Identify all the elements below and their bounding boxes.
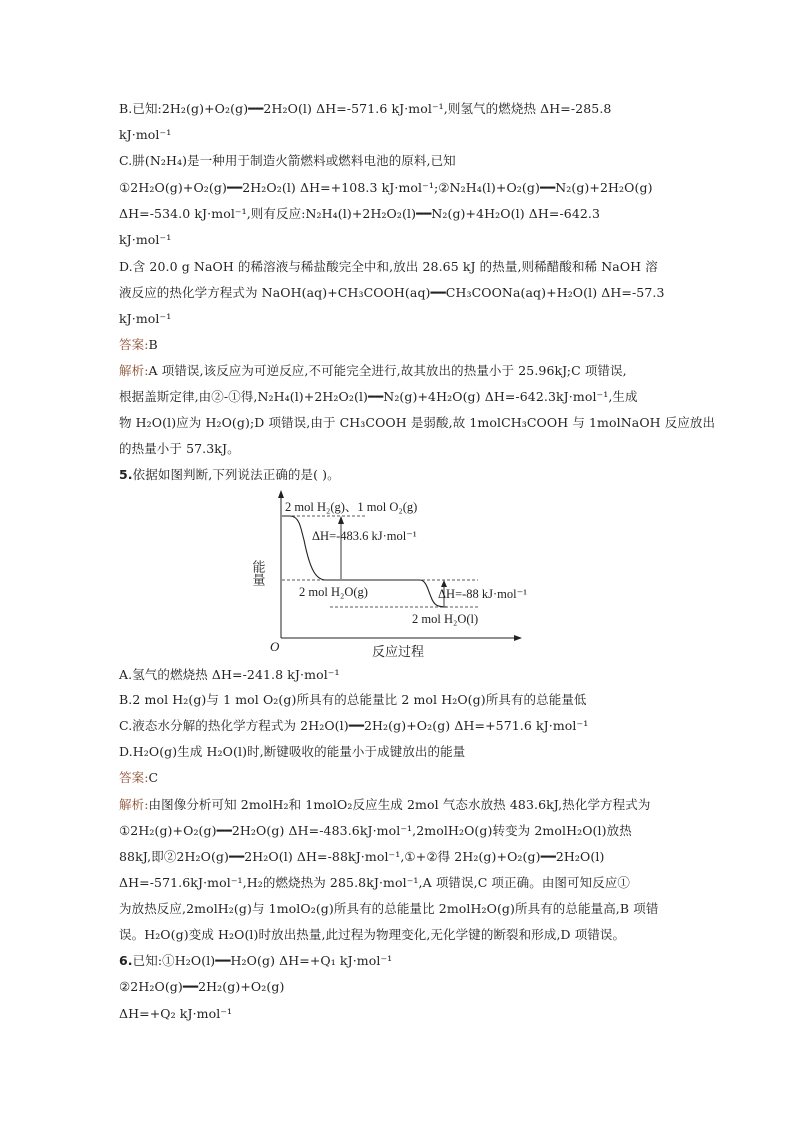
y-axis-label: 能量 [250, 560, 266, 586]
question-text: 依据如图判断,下列说法正确的是( )。 [132, 467, 340, 482]
question-number: 5. [119, 467, 133, 482]
option-d-line3: kJ·mol⁻¹ [119, 311, 172, 326]
dh2-label: ΔH=-88 kJ·mol⁻¹ [438, 587, 527, 601]
energy-curve [282, 516, 447, 607]
answer-label: 答案: [119, 770, 149, 785]
option-b: B.2 mol H₂(g)与 1 mol O₂(g)所具有的总能量比 2 mol H₂O(g)所具有的总能量低 [119, 692, 587, 707]
analysis-label: 解析: [119, 797, 149, 812]
option-c-line1: C.肼(N₂H₄)是一种用于制造火箭燃料或燃料电池的原料,已知 [119, 153, 456, 168]
option-c-line2: ①2H₂O(g)+O₂(g)━━2H₂O₂(l) ΔH=+108.3 kJ·mol⁻¹;②N₂H₄(l)+O₂(g)━━N₂(g)+2H₂O(g) [119, 180, 653, 195]
option-c-line4: kJ·mol⁻¹ [119, 232, 172, 247]
answer-label: 答案: [119, 337, 149, 352]
option-d: D.H₂O(g)生成 H₂O(l)时,断键吸收的能量小于成键放出的能量 [119, 744, 466, 759]
question-5-stem [119, 467, 340, 483]
option-d-line2: 液反应的热化学方程式为 NaOH(aq)+CH₃COOH(aq)━━CH₃COONa(aq)+H₂O(l) ΔH=-57.3 [119, 285, 665, 300]
analysis-line1 [119, 797, 650, 813]
dh1-arrow-head [338, 516, 344, 524]
x-axis-arrow [514, 635, 522, 641]
question-number: 6. [119, 953, 133, 968]
analysis-line3: 物 H₂O(l)应为 H₂O(g);D 项错误,由于 CH₃COOH 是弱酸,故 1molCH₃COOH 与 1molNaOH 反应放出 [119, 415, 716, 430]
option-c-line3: ΔH=-534.0 kJ·mol⁻¹,则有反应:N₂H₄(l)+2H₂O₂(l)━━N₂(g)+4H₂O(l) ΔH=-642.3 [119, 206, 601, 221]
answer-5 [119, 770, 158, 786]
dh1-label: ΔH=-483.6 kJ·mol⁻¹ [312, 529, 417, 543]
analysis-line4: ΔH=-571.6kJ·mol⁻¹,H₂的燃烧热为 285.8kJ·mol⁻¹,A 项错误,C 项正确。由图可知反应① [119, 875, 631, 890]
level-reactants-label: 2 mol H₂(g)、1 mol O₂(g) [285, 500, 418, 514]
dh2-arrow-head [441, 580, 447, 587]
answer-value: B [148, 337, 158, 352]
option-d-line1: D.含 20.0 g NaOH 的稀溶液与稀盐酸完全中和,放出 28.65 kJ 的热量,则稀醋酸和稀 NaOH 溶 [119, 259, 658, 274]
analysis-label: 解析: [119, 363, 149, 378]
origin-label: O [270, 639, 280, 654]
option-c: C.液态水分解的热化学方程式为 2H₂O(l)━━2H₂(g)+O₂(g) ΔH=+571.6 kJ·mol⁻¹ [119, 718, 589, 733]
answer-4 [119, 337, 158, 353]
option-b-line2: kJ·mol⁻¹ [119, 127, 172, 142]
analysis-line1 [119, 363, 627, 379]
analysis-line3: 88kJ,即②2H₂O(g)━━2H₂O(l) ΔH=-88kJ·mol⁻¹,①+②得 2H₂(g)+O₂(g)━━2H₂O(l) [119, 849, 605, 864]
analysis-text: 由图像分析可知 2molH₂和 1molO₂反应生成 2mol 气态水放热 483.6kJ,热化学方程式为 [148, 797, 651, 812]
question-6-eq2: ②2H₂O(g)━━2H₂(g)+O₂(g) [119, 979, 285, 994]
analysis-line5: 为放热反应,2molH₂(g)与 1molO₂(g)所具有的总能量比 2molH₂O(g)所具有的总能量高,B 项错 [119, 901, 659, 916]
x-axis-label: 反应过程 [372, 644, 425, 659]
analysis-line4: 的热量小于 57.3kJ。 [119, 441, 240, 456]
analysis-text: A 项错误,该反应为可逆反应,不可能完全进行,故其放出的热量小于 25.96kJ;C 项错误, [148, 363, 627, 378]
question-text: 已知:①H₂O(l)━━H₂O(g) ΔH=+Q₁ kJ·mol⁻¹ [132, 953, 393, 968]
level-water-liquid-label: 2 mol H₂O(l) [412, 612, 479, 626]
option-b-line1: B.已知:2H₂(g)+O₂(g)━━2H₂O(l) ΔH=-571.6 kJ·mol⁻¹,则氢气的燃烧热 ΔH=-285.8 [119, 101, 612, 116]
option-a: A.氢气的燃烧热 ΔH=-241.8 kJ·mol⁻¹ [119, 667, 340, 682]
level-water-gas-label: 2 mol H₂O(g) [299, 585, 368, 599]
answer-value: C [148, 770, 159, 785]
question-6-eq2-dh: ΔH=+Q₂ kJ·mol⁻¹ [119, 1006, 233, 1021]
analysis-line6: 误。H₂O(g)变成 H₂O(l)时放出热量,此过程为物理变化,无化学键的断裂和形成,D 项错误。 [119, 927, 626, 942]
question-6-stem [119, 953, 392, 969]
y-axis-arrow [278, 490, 284, 498]
analysis-line2: ①2H₂(g)+O₂(g)━━2H₂O(g) ΔH=-483.6kJ·mol⁻¹,2molH₂O(g)转变为 2molH₂O(l)放热 [119, 823, 632, 838]
analysis-line2: 根据盖斯定律,由②-①得,N₂H₄(l)+2H₂O₂(l)━━N₂(g)+4H₂O(g) ΔH=-642.3kJ·mol⁻¹,生成 [119, 389, 638, 404]
